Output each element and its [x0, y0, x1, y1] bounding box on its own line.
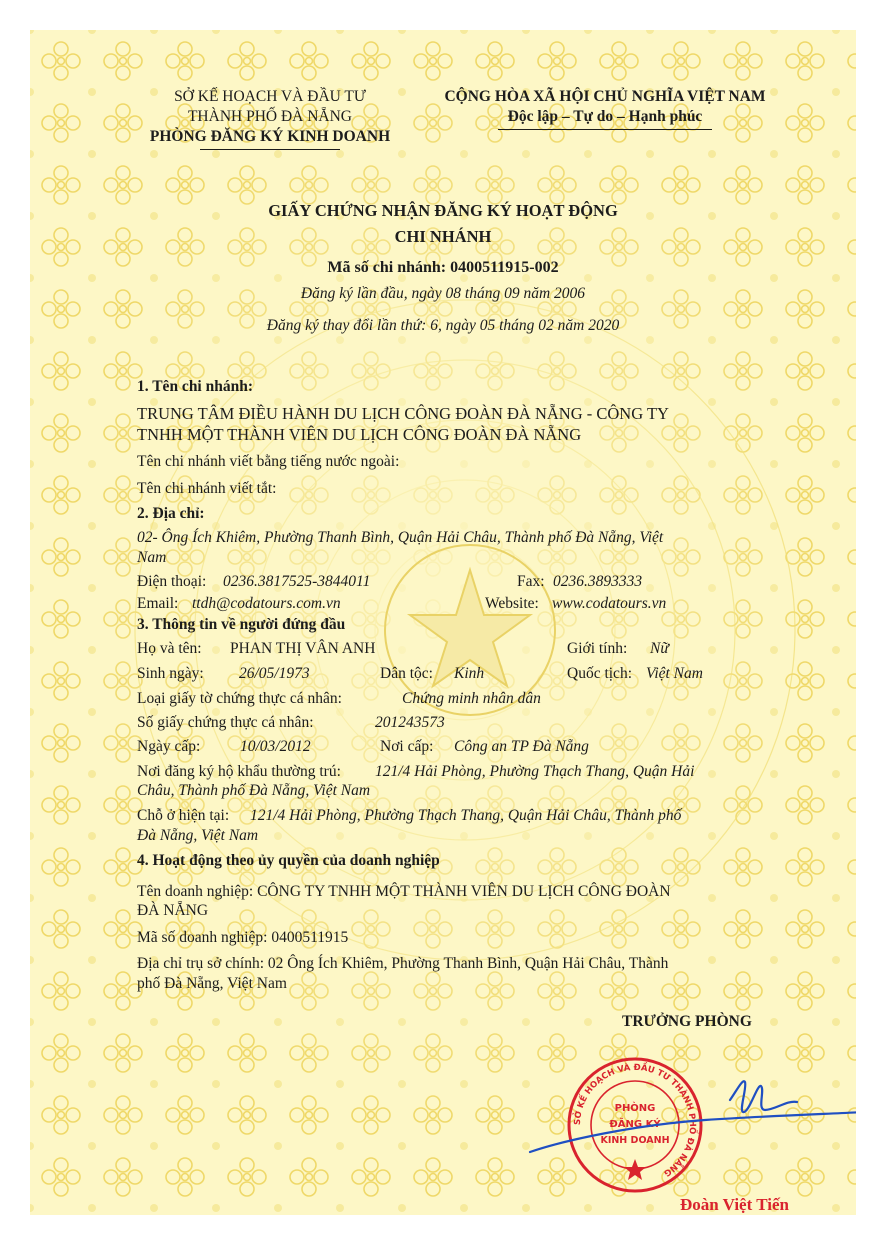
current-address-line2: Đà Nẵng, Việt Nam	[137, 827, 259, 844]
short-name-label: Tên chi nhánh viết tắt:	[137, 480, 277, 497]
gender-label: Giới tính:	[567, 640, 628, 657]
fax-value: 0236.3893333	[553, 573, 643, 590]
issue-place-label: Nơi cấp:	[380, 738, 434, 755]
dept-underline	[200, 149, 340, 150]
republic-line1: CỘNG HÒA XÃ HỘI CHỦ NGHĨA VIỆT NAM	[444, 88, 766, 105]
hq-address-line1: Địa chỉ trụ sở chính: 02 Ông Ích Khiêm, Phường Thanh Bình, Quận Hải Châu, Thành	[137, 955, 669, 972]
phone-label: Điện thoại:	[137, 573, 207, 590]
certificate-title: GIẤY CHỨNG NHẬN ĐĂNG KÝ HOẠT ĐỘNG	[268, 201, 618, 220]
signer-name: Đoàn Việt Tiến	[680, 1195, 789, 1214]
nationality-label: Quốc tịch:	[567, 665, 632, 682]
issue-date-label: Ngày cấp:	[137, 738, 201, 755]
address-line1: 02- Ông Ích Khiêm, Phường Thanh Bình, Quận Hải Châu, Thành phố Đà Nẵng, Việt	[137, 529, 664, 546]
nationality-value: Việt Nam	[646, 665, 703, 682]
gender-value: Nữ	[650, 640, 669, 657]
current-address-label: Chỗ ở hiện tại:	[137, 807, 230, 824]
certificate-subtitle: CHI NHÁNH	[394, 227, 492, 246]
head-name-value: PHAN THỊ VÂN ANH	[230, 640, 376, 657]
company-name-line2: ĐÀ NẴNG	[137, 902, 209, 919]
idno-label: Số giấy chứng thực cá nhân:	[137, 714, 314, 731]
issue-date-value: 10/03/2012	[240, 738, 311, 755]
dept-line3: PHÒNG ĐĂNG KÝ KINH DOANH	[149, 128, 391, 145]
idtype-value: Chứng minh nhân dân	[402, 690, 541, 707]
dob-label: Sinh ngày:	[137, 665, 204, 682]
signer-role: TRƯỞNG PHÒNG	[622, 1013, 752, 1030]
branch-code: Mã số chi nhánh: 0400511915-002	[327, 259, 559, 276]
phone-value: 0236.3817525-3844011	[223, 573, 371, 590]
handwritten-signature	[525, 1070, 856, 1155]
issue-place-value: Công an TP Đà Nẵng	[454, 738, 589, 755]
head-name-label: Họ và tên:	[137, 640, 202, 657]
republic-motto: Độc lập – Tự do – Hạnh phúc	[507, 108, 703, 125]
dob-value: 26/05/1973	[239, 665, 310, 682]
change-registration: Đăng ký thay đổi lần thứ: 6, ngày 05 tháng 02 năm 2020	[266, 317, 620, 334]
idno-value: 201243573	[375, 714, 445, 731]
section2-heading: 2. Địa chỉ:	[137, 505, 205, 522]
website-label: Website:	[485, 595, 539, 612]
seal-center-line1: PHÒNG	[614, 1103, 656, 1114]
fax-label: Fax:	[517, 573, 545, 590]
permanent-address-line1: 121/4 Hải Phòng, Phường Thạch Thang, Quận Hải	[375, 763, 695, 780]
hq-address-line2: phố Đà Nẵng, Việt Nam	[137, 975, 287, 992]
seal-center-line3: KINH DOANH	[600, 1135, 670, 1146]
current-address-line1: 121/4 Hải Phòng, Phường Thạch Thang, Quận Hải Châu, Thành phố	[250, 807, 682, 824]
ethnic-value: Kinh	[454, 665, 485, 682]
section3-heading: 3. Thông tin về người đứng đầu	[137, 616, 346, 633]
permanent-address-line2: Châu, Thành phố Đà Nẵng, Việt Nam	[137, 782, 371, 799]
motto-underline	[498, 129, 712, 130]
email-value: ttdh@codatours.com.vn	[192, 595, 341, 612]
address-line2: Nam	[137, 549, 167, 566]
website-value: www.codatours.vn	[552, 595, 667, 612]
branch-name-line1: TRUNG TÂM ĐIỀU HÀNH DU LỊCH CÔNG ĐOÀN ĐÀ NẴNG - CÔNG TY	[137, 404, 669, 423]
seal-ring-text: SỞ KẾ HOẠCH VÀ ĐẦU TƯ THÀNH PHỐ ĐÀ NẴNG	[572, 1062, 698, 1179]
ethnic-label: Dân tộc:	[380, 665, 433, 682]
certificate-paper	[30, 30, 856, 1215]
dept-line1: SỞ KẾ HOẠCH VÀ ĐẦU TƯ	[174, 88, 366, 105]
email-label: Email:	[137, 595, 179, 612]
branch-name-line2: TNHH MỘT THÀNH VIÊN DU LỊCH CÔNG ĐOÀN ĐÀ NẴNG	[137, 425, 582, 444]
seal-center-line2: ĐĂNG KÝ	[609, 1119, 661, 1130]
company-name-line1: Tên doanh nghiệp: CÔNG TY TNHH MỘT THÀNH VIÊN DU LỊCH CÔNG ĐOÀN	[137, 883, 671, 900]
section1-heading: 1. Tên chi nhánh:	[137, 378, 254, 395]
section4-heading: 4. Hoạt động theo ủy quyền của doanh nghiệp	[137, 852, 440, 869]
foreign-name-label: Tên chi nhánh viết bằng tiếng nước ngoài:	[137, 453, 400, 470]
first-registration: Đăng ký lần đầu, ngày 08 tháng 09 năm 2006	[300, 285, 586, 302]
permanent-address-label: Nơi đăng ký hộ khẩu thường trú:	[137, 763, 341, 780]
dept-line2: THÀNH PHỐ ĐÀ NẴNG	[187, 108, 353, 125]
company-code: Mã số doanh nghiệp: 0400511915	[137, 929, 349, 946]
idtype-label: Loại giấy tờ chứng thực cá nhân:	[137, 690, 342, 707]
